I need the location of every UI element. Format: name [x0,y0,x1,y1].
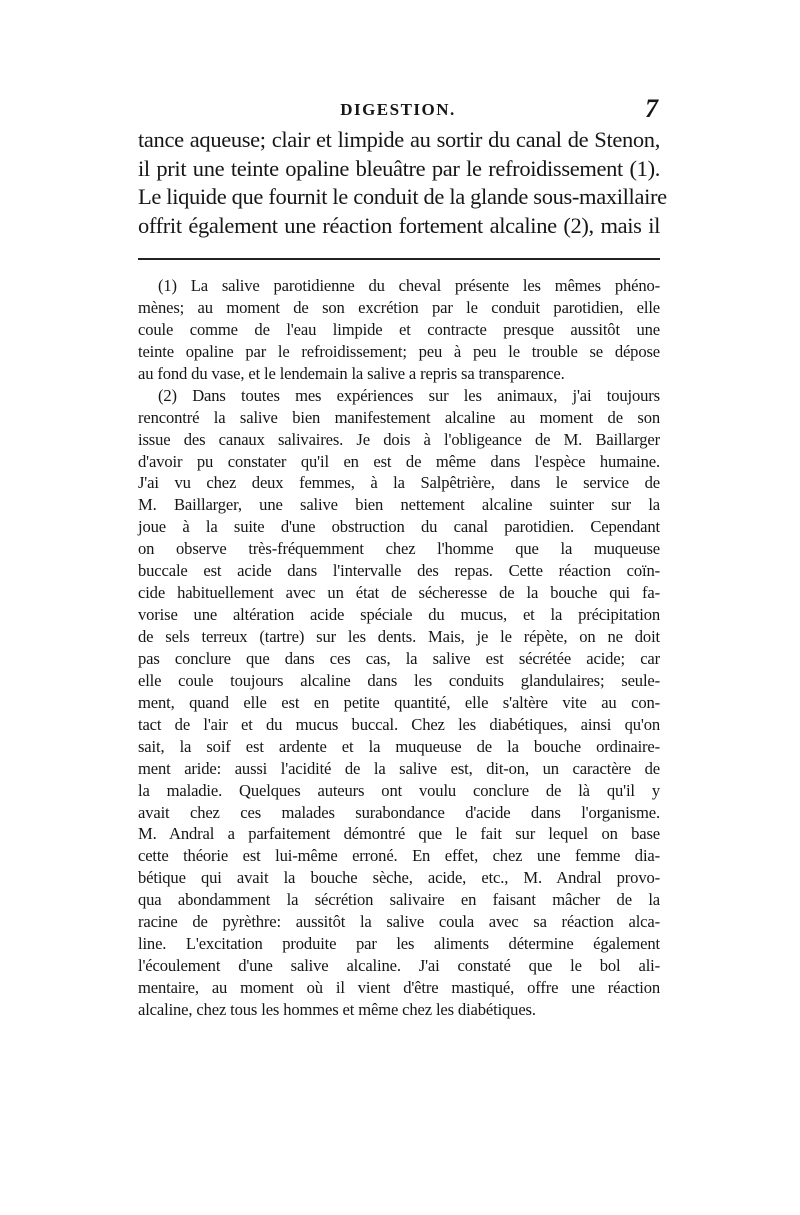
footnote-line: rencontré la salive bien manifestement alcaline au moment de son [138,407,660,427]
main-text-line: Le liquide que fournit le conduit de la glande sous-maxillaire [138,184,667,209]
footnote-line: la maladie. Quelques auteurs ont voulu conclure de là qu'il y [138,780,660,800]
footnote-line: issue des canaux salivaires. Je dois à l'obligeance de M. Baillarger [138,429,660,449]
page-header [138,96,658,126]
footnote-line: qua abondamment la sécrétion salivaire en faisant mâcher de la [138,890,660,910]
main-text-line: tance aqueuse; clair et limpide au sortir du canal de Stenon, [138,127,660,152]
footnote-line: M. Andral a parfaitement démontré que le fait sur lequel on base [138,824,660,844]
footnote-line: cette théorie est lui-même erroné. En effet, chez une femme dia- [138,846,660,866]
footnote-line: alcaline, chez tous les hommes et même chez les diabétiques. [138,999,536,1019]
footnote-line: d'avoir pu constater qu'il en est de même dans l'espèce humaine. [138,451,660,471]
main-text-line: il prit une teinte opaline bleuâtre par le refroidissement (1). [138,155,660,181]
footnote-line: J'ai vu chez deux femmes, à la Salpêtrière, dans le service de [138,473,660,493]
footnote-line: pas conclure que dans ces cas, la salive est sécrétée acide; car [138,648,660,668]
footnote-line: elle coule toujours alcaline dans les conduits glandulaires; seule- [138,670,660,690]
footnote-line: line. L'excitation produite par les aliments détermine également [138,934,660,954]
footnote-line: sait, la soif est ardente et la muqueuse de la bouche ordinaire- [138,736,660,756]
footnote-line: cide habituellement avec un état de sécheresse de la bouche qui fa- [138,583,660,603]
footnote-line: teinte opaline par le refroidissement; peu à peu le trouble se dépose [138,341,660,361]
footnote-line: avait chez ces malades surabondance d'acide dans l'organisme. [138,802,660,822]
footnote-line: joue à la suite d'une obstruction du canal parotidien. Cependant [138,517,660,537]
running-title: DIGESTION. [340,100,456,119]
footnote-line: de sels terreux (tartre) sur les dents. Mais, je le répète, on ne doit [138,627,660,646]
footnote-line: coule comme de l'eau limpide et contracte presque aussitôt une [138,319,660,339]
footnote-line: tact de l'air et du mucus buccal. Chez les diabétiques, ainsi qu'on [138,714,660,734]
footnote-line: M. Baillarger, une salive bien nettement alcaline suinter sur la [138,495,660,515]
page-number: 7 [645,94,658,123]
footnote-line: bétique qui avait la bouche sèche, acide, etc., M. Andral provo- [138,868,660,888]
footnote-separator [138,258,660,260]
footnote-line: ment aride: aussi l'acidité de la salive est, dit-on, un caractère de [138,758,660,778]
footnote-line: (1) La salive parotidienne du cheval présente les mêmes phéno- [158,276,660,295]
footnote-line: l'écoulement d'une salive alcaline. J'ai constaté que le bol ali- [138,956,660,976]
footnote-line: mentaire, au moment où il vient d'être mastiqué, offre une réaction [138,978,660,997]
footnote-line: racine de pyrèthre: aussitôt la salive coula avec sa réaction alca- [138,912,660,932]
main-text [138,126,667,240]
footnote-line: mènes; au moment de son excrétion par le conduit parotidien, elle [138,297,660,317]
footnote-line: buccale est acide dans l'intervalle des repas. Cette réaction coïn- [138,561,660,581]
footnote-line: au fond du vase, et le lendemain la salive a repris sa transparence. [138,363,565,383]
footnotes [138,275,660,1021]
main-text-line: offrit également une réaction fortement alcaline (2), mais il [138,212,660,238]
footnote-line: ment, quand elle est en petite quantité, elle s'altère vite au con- [138,692,660,712]
footnote-line: vorise une altération acide spéciale du mucus, et la précipitation [138,605,660,625]
footnote-line: on observe très-fréquemment chez l'homme que la muqueuse [138,539,660,559]
footnote-line: (2) Dans toutes mes expériences sur les animaux, j'ai toujours [158,385,660,405]
